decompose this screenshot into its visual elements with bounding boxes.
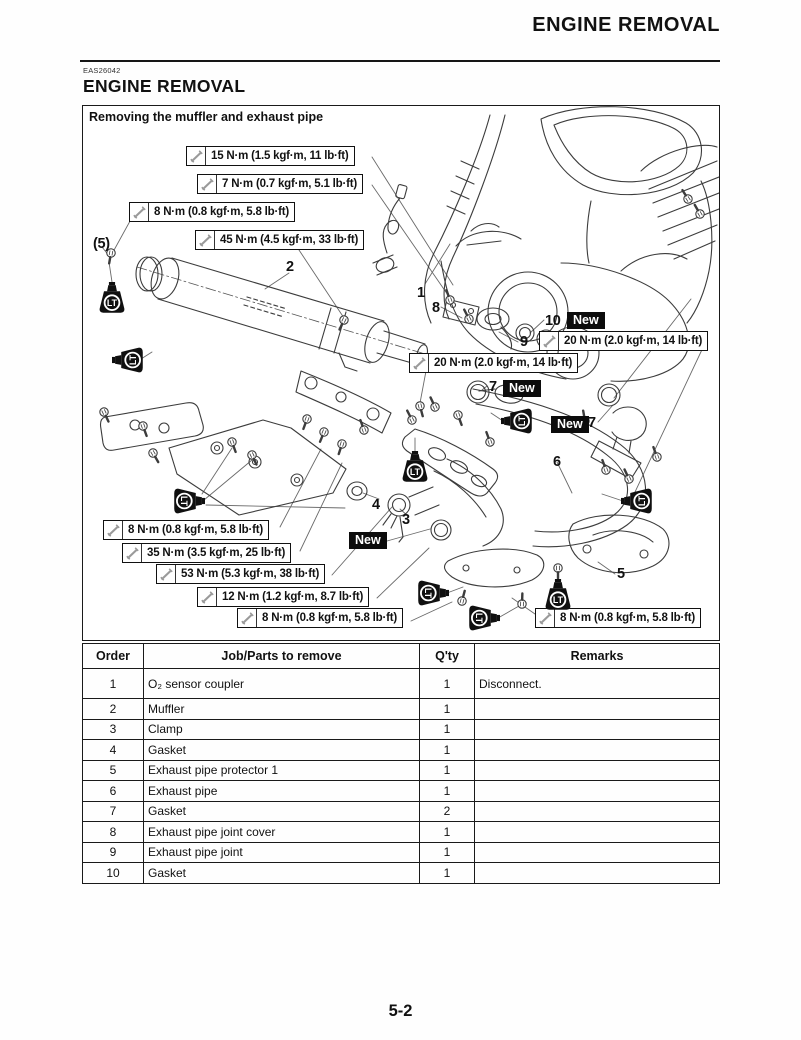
muffler-lineart xyxy=(136,255,429,371)
loctite-icon xyxy=(98,282,126,314)
figure-box xyxy=(82,105,720,641)
cell-order: 1 xyxy=(83,669,144,699)
wrench-icon xyxy=(413,357,426,370)
torque-spec-text: 35 N·m (3.5 kgf·m, 25 lb·ft) xyxy=(147,547,286,559)
svg-text:LT: LT xyxy=(106,298,118,309)
gasket-rings-lineart xyxy=(431,381,620,540)
new-part-badge: New xyxy=(551,416,589,433)
wrench-icon xyxy=(241,612,254,625)
cell-qty: 2 xyxy=(420,801,475,822)
wrench-icon-cell xyxy=(123,544,142,562)
wrench-icon-cell xyxy=(130,203,149,221)
col-header-qty: Q'ty xyxy=(420,644,475,669)
part-number-label: 9 xyxy=(520,334,528,350)
cell-order: 7 xyxy=(83,801,144,822)
wrench-icon-cell xyxy=(238,609,257,627)
torque-spec-label xyxy=(103,520,269,540)
wrench-icon xyxy=(190,150,203,163)
cell-job: Exhaust pipe xyxy=(144,781,420,802)
wrench-icon xyxy=(201,591,214,604)
cell-order: 3 xyxy=(83,719,144,740)
table-row xyxy=(83,822,720,843)
wrench-icon xyxy=(133,206,146,219)
cell-order: 6 xyxy=(83,781,144,802)
cell-job: Gasket xyxy=(144,863,420,884)
cell-order: 8 xyxy=(83,822,144,843)
cell-qty: 1 xyxy=(420,740,475,761)
torque-spec-text: 12 N·m (1.2 kgf·m, 8.7 lb·ft) xyxy=(222,591,364,603)
wrench-icon-cell xyxy=(540,332,559,350)
cell-order: 5 xyxy=(83,760,144,781)
cell-order: 2 xyxy=(83,699,144,720)
part-number-label: 8 xyxy=(432,300,440,316)
wrench-icon-cell xyxy=(196,231,215,249)
cell-remarks xyxy=(475,781,720,802)
torque-spec-text: 53 N·m (5.3 kgf·m, 38 lb·ft) xyxy=(181,568,320,580)
cell-job: O₂ sensor coupler xyxy=(144,669,420,699)
torque-spec-label xyxy=(409,353,578,373)
part-number-label: 1 xyxy=(417,285,425,301)
part-number-label: (5) xyxy=(93,236,110,252)
part-number-label: 5 xyxy=(617,566,625,582)
torque-spec-label xyxy=(186,146,355,166)
torque-spec-text: 8 N·m (0.8 kgf·m, 5.8 lb·ft) xyxy=(560,612,695,624)
cell-remarks xyxy=(475,719,720,740)
cell-job: Gasket xyxy=(144,801,420,822)
cell-order: 4 xyxy=(83,740,144,761)
torque-spec-label xyxy=(197,174,363,194)
svg-text:LT: LT xyxy=(178,495,189,507)
cell-qty: 1 xyxy=(420,863,475,884)
cell-job: Exhaust pipe joint cover xyxy=(144,822,420,843)
svg-text:LT: LT xyxy=(409,467,421,478)
cell-order: 9 xyxy=(83,842,144,863)
wrench-icon-cell xyxy=(198,588,217,606)
cell-job: Clamp xyxy=(144,719,420,740)
o2-sensor-lineart xyxy=(373,184,407,275)
protector5-lineart xyxy=(569,515,669,573)
torque-spec-text: 15 N·m (1.5 kgf·m, 11 lb·ft) xyxy=(211,150,349,162)
new-part-badge: New xyxy=(503,380,541,397)
table-header-row xyxy=(83,644,720,669)
wrench-icon xyxy=(107,524,120,537)
table-row xyxy=(83,719,720,740)
header-rule xyxy=(80,60,720,62)
loctite-icon xyxy=(468,604,500,632)
wrench-icon-cell xyxy=(157,565,176,583)
svg-text:LT: LT xyxy=(422,587,433,599)
loctite-icon xyxy=(501,407,533,435)
cell-qty: 1 xyxy=(420,822,475,843)
cell-remarks xyxy=(475,699,720,720)
wrench-icon-cell xyxy=(198,175,217,193)
loctite-icon xyxy=(417,579,449,607)
parts-table xyxy=(82,643,720,884)
cell-remarks xyxy=(475,760,720,781)
new-part-badge: New xyxy=(349,532,387,549)
lower-shield-lineart xyxy=(445,549,544,587)
torque-spec-label xyxy=(197,587,369,607)
cell-job: Exhaust pipe protector 1 xyxy=(144,760,420,781)
running-header-title: ENGINE REMOVAL xyxy=(532,14,720,36)
muffler-stay-lineart xyxy=(296,371,391,433)
torque-spec-text: 8 N·m (0.8 kgf·m, 5.8 lb·ft) xyxy=(262,612,397,624)
wrench-icon xyxy=(201,178,214,191)
new-part-badge: New xyxy=(567,312,605,329)
table-row xyxy=(83,781,720,802)
svg-text:LT: LT xyxy=(473,612,484,624)
cell-remarks xyxy=(475,863,720,884)
col-header-remarks: Remarks xyxy=(475,644,720,669)
muffler-axis-line xyxy=(137,267,435,357)
table-row xyxy=(83,669,720,699)
table-row xyxy=(83,801,720,822)
cell-order: 10 xyxy=(83,863,144,884)
section-code: EAS26042 xyxy=(83,66,121,75)
loctite-icon xyxy=(112,346,144,374)
torque-spec-label xyxy=(195,230,364,250)
torque-spec-text: 8 N·m (0.8 kgf·m, 5.8 lb·ft) xyxy=(154,206,289,218)
parts-table-body xyxy=(83,669,720,884)
torque-spec-text: 20 N·m (2.0 kgf·m, 14 lb·ft) xyxy=(564,335,703,347)
table-row xyxy=(83,842,720,863)
part-number-label: 6 xyxy=(553,454,561,470)
loctite-icon xyxy=(401,451,429,483)
torque-spec-text: 7 N·m (0.7 kgf·m, 5.1 lb·ft) xyxy=(222,178,357,190)
cell-job: Gasket xyxy=(144,740,420,761)
part-number-label: 2 xyxy=(286,259,294,275)
wrench-icon xyxy=(126,547,139,560)
torque-spec-label xyxy=(129,202,295,222)
wrench-icon xyxy=(543,335,556,348)
wrench-icon xyxy=(160,568,173,581)
wrench-icon xyxy=(199,234,212,247)
svg-text:LT: LT xyxy=(517,415,528,427)
wrench-icon-cell xyxy=(410,354,429,372)
torque-spec-text: 8 N·m (0.8 kgf·m, 5.8 lb·ft) xyxy=(128,524,263,536)
protector-plate-lineart xyxy=(101,403,204,451)
torque-spec-label xyxy=(237,608,403,628)
part-number-label: 3 xyxy=(402,512,410,528)
cell-remarks xyxy=(475,842,720,863)
part-number-label: 4 xyxy=(372,497,380,513)
part-number-label: 10 xyxy=(545,313,561,329)
wrench-icon-cell xyxy=(104,521,123,539)
wrench-icon-cell xyxy=(187,147,206,165)
part-number-label: 7 xyxy=(588,415,596,431)
loctite-icon xyxy=(173,487,205,515)
part-number-label: 7 xyxy=(489,379,497,395)
torque-spec-text: 20 N·m (2.0 kgf·m, 14 lb·ft) xyxy=(434,357,573,369)
cell-remarks xyxy=(475,740,720,761)
table-row xyxy=(83,760,720,781)
torque-spec-label xyxy=(122,543,291,563)
cell-qty: 1 xyxy=(420,842,475,863)
torque-spec-text: 45 N·m (4.5 kgf·m, 33 lb·ft) xyxy=(220,234,359,246)
loctite-icon xyxy=(621,487,653,515)
cell-job: Muffler xyxy=(144,699,420,720)
section-title: ENGINE REMOVAL xyxy=(83,76,246,96)
cell-job: Exhaust pipe joint xyxy=(144,842,420,863)
col-header-job: Job/Parts to remove xyxy=(144,644,420,669)
cell-qty: 1 xyxy=(420,669,475,699)
torque-spec-label xyxy=(156,564,325,584)
loctite-icon xyxy=(544,579,572,611)
cell-remarks xyxy=(475,801,720,822)
col-header-order: Order xyxy=(83,644,144,669)
svg-text:LT: LT xyxy=(552,595,564,606)
cell-qty: 1 xyxy=(420,781,475,802)
page-number: 5-2 xyxy=(388,1002,413,1020)
svg-text:LT: LT xyxy=(637,495,648,507)
cell-qty: 1 xyxy=(420,760,475,781)
table-row xyxy=(83,863,720,884)
table-row xyxy=(83,740,720,761)
svg-text:LT: LT xyxy=(128,354,139,366)
wrench-icon xyxy=(539,612,552,625)
wrench-icon-cell xyxy=(536,609,555,627)
cell-remarks: Disconnect. xyxy=(475,669,720,699)
cell-remarks xyxy=(475,822,720,843)
cell-qty: 1 xyxy=(420,699,475,720)
cell-qty: 1 xyxy=(420,719,475,740)
torque-spec-label xyxy=(539,331,708,351)
figure-caption: Removing the muffler and exhaust pipe xyxy=(89,110,324,124)
table-row xyxy=(83,699,720,720)
pipe-clamp-lineart xyxy=(591,407,646,479)
